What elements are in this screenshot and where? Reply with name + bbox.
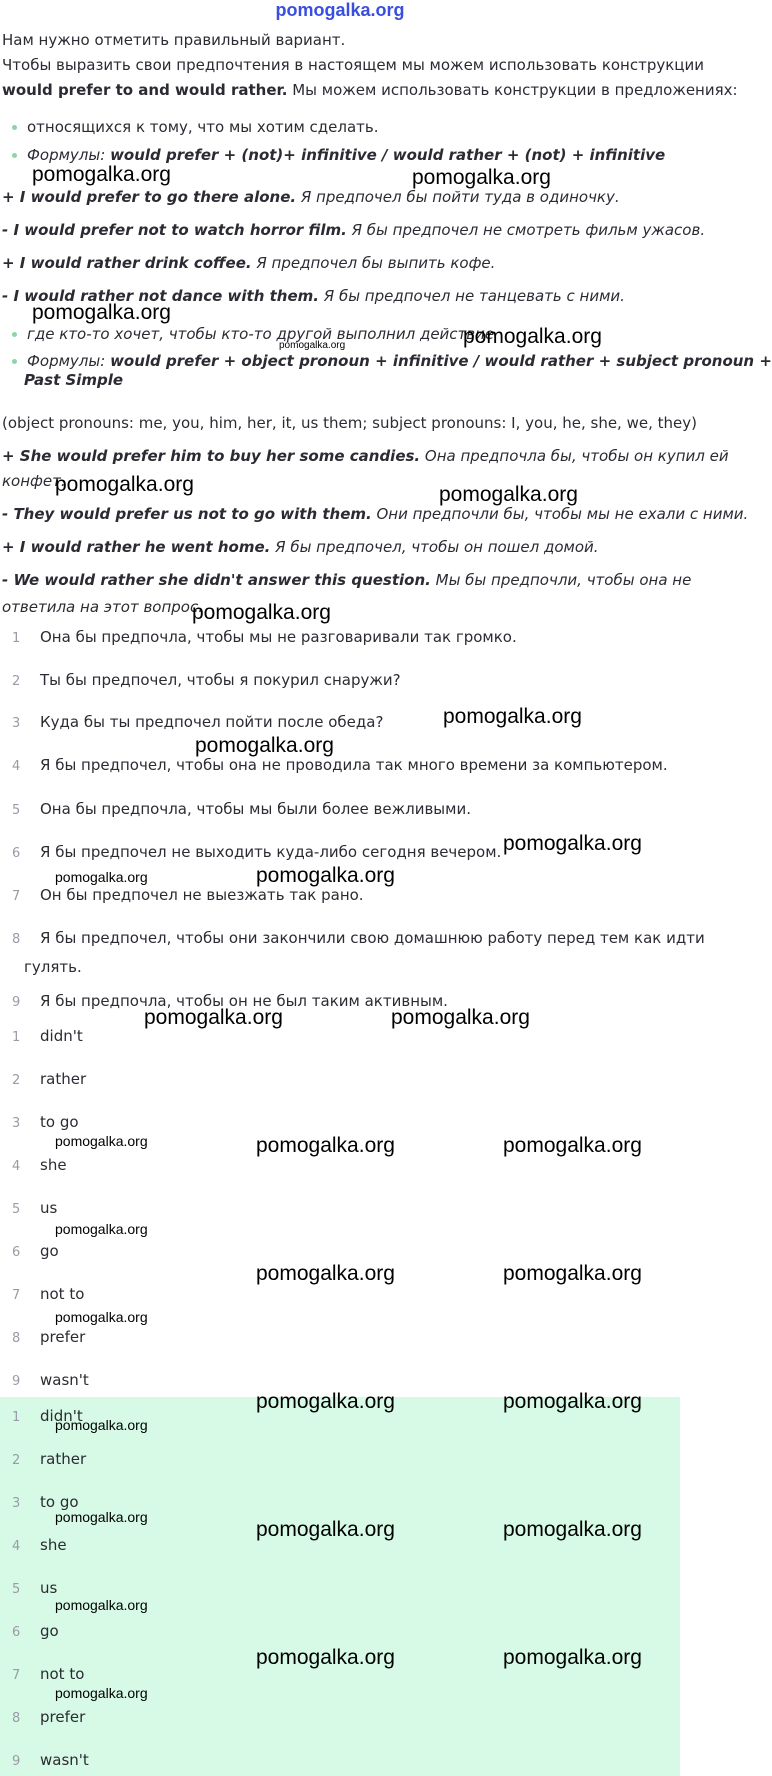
watermark: pomogalka.org <box>503 1262 642 1285</box>
rule2-example-3: + I would rather he went home. Я бы предпочел, чтобы он пошел домой. <box>2 538 599 556</box>
translation-item-cont: гулять. <box>24 958 82 976</box>
answer-item: 4 she <box>12 1156 67 1174</box>
translation-item: 4 Я бы предпочел, чтобы она не проводила так много времени за компьютером. <box>12 756 668 774</box>
rule2-bullet-2: Формулы: would prefer + object pronoun + infinitive / would rather + subject pronoun + <box>12 350 772 372</box>
translation-item: 5 Она бы предпочла, чтобы мы были более вежливыми. <box>12 800 471 818</box>
watermark: pomogalka.org <box>55 473 194 496</box>
bullet-icon <box>12 153 17 158</box>
bullet-icon <box>12 332 17 337</box>
watermark: pomogalka.org <box>55 1309 148 1325</box>
intro-line-3 <box>2 79 738 101</box>
watermark: pomogalka.org <box>192 601 331 624</box>
bullet-icon <box>12 359 17 364</box>
rule1-example-1: + I would prefer to go there alone. Я предпочел бы пойти туда в одиночку. <box>2 188 620 206</box>
correct-answer-item: 5 us <box>12 1579 58 1597</box>
answer-item: 9 wasn't <box>12 1371 89 1389</box>
watermark: pomogalka.org <box>503 1518 642 1541</box>
intro-rest: Мы можем использовать конструкции в предложениях: <box>287 81 738 99</box>
watermark: pomogalka.org <box>55 869 148 885</box>
bullet-icon <box>12 125 17 130</box>
watermark: pomogalka.org <box>256 1646 395 1669</box>
watermark: pomogalka.org <box>256 1390 395 1413</box>
watermark: pomogalka.org <box>463 325 602 348</box>
correct-answers-panel <box>0 1397 680 1776</box>
intro-bold: would prefer to and would rather. <box>2 81 288 99</box>
translation-item: 6 Я бы предпочел не выходить куда-либо сегодня вечером. <box>12 843 502 861</box>
correct-answer-item: 6 go <box>12 1622 59 1640</box>
watermark: pomogalka.org <box>503 1390 642 1413</box>
pronouns-note: (object pronouns: me, you, him, her, it, us them; subject pronouns: I, you, he, she, we, they) <box>2 414 697 432</box>
translation-item: 7 Он бы предпочел не выезжать так рано. <box>12 886 364 904</box>
correct-answer-item: 4 she <box>12 1536 67 1554</box>
intro-line-1: Нам нужно отметить правильный вариант. <box>2 31 346 49</box>
correct-answer-item: 7 not to <box>12 1665 85 1683</box>
rule2-example-2: - They would prefer us not to go with them. Они предпочли бы, чтобы мы не ехали с ними. <box>2 505 749 523</box>
rule2-bullet-1: где кто-то хочет, чтобы кто-то другой выполнил действие <box>12 323 494 345</box>
watermark: pomogalka.org <box>443 705 582 728</box>
correct-answer-item: 8 prefer <box>12 1708 86 1726</box>
watermark: pomogalka.org <box>32 301 171 324</box>
intro-line-2: Чтобы выразить свои предпочтения в настоящем мы можем использовать конструкции <box>2 56 705 74</box>
watermark: pomogalka.org <box>144 1006 283 1029</box>
translation-item: 3 Куда бы ты предпочел пойти после обеда? <box>12 713 384 731</box>
answer-item: 1 didn't <box>12 1027 83 1045</box>
watermark: pomogalka.org <box>391 1006 530 1029</box>
correct-answer-item: 3 to go <box>12 1493 79 1511</box>
watermark: pomogalka.org <box>55 1133 148 1149</box>
watermark: pomogalka.org <box>412 166 551 189</box>
rule1-bullet-2: Формулы: would prefer + (not)+ infinitive / would rather + (not) + infinitive <box>12 144 665 166</box>
answer-item: 7 not to <box>12 1285 85 1303</box>
watermark: pomogalka.org <box>279 340 346 351</box>
watermark: pomogalka.org <box>503 1646 642 1669</box>
translation-item: 9 Я бы предпочла, чтобы он не был таким активным. <box>12 992 448 1010</box>
watermark: pomogalka.org <box>55 1221 148 1237</box>
answer-item: 3 to go <box>12 1113 79 1131</box>
rule2-example-4-cont: ответила на этот вопрос. <box>2 598 203 616</box>
rule1-bullet-1: относящихся к тому, что мы хотим сделать. <box>12 116 379 138</box>
correct-answer-item: 1 didn't <box>12 1407 83 1425</box>
rule2-bullet-2-cont: Past Simple <box>24 371 124 389</box>
rule2-example-4: - We would rather she didn't answer this question. Мы бы предпочли, чтобы она не <box>2 571 692 589</box>
watermark: pomogalka.org <box>503 1134 642 1157</box>
translation-item: 8 Я бы предпочел, чтобы они закончили свою домашнюю работу перед тем как идти <box>12 929 705 947</box>
site-logo[interactable]: pomogalka.org <box>275 0 405 20</box>
correct-answer-item: 9 wasn't <box>12 1751 89 1769</box>
rule1-example-4: - I would rather not dance with them. Я бы предпочел не танцевать с ними. <box>2 287 625 305</box>
watermark: pomogalka.org <box>256 864 395 887</box>
translation-item: 1 Она бы предпочла, чтобы мы не разговаривали так громко. <box>12 628 517 646</box>
watermark: pomogalka.org <box>195 734 334 757</box>
watermark: pomogalka.org <box>55 1417 148 1433</box>
watermark: pomogalka.org <box>503 832 642 855</box>
rule1-example-3: + I would rather drink coffee. Я предпочел бы выпить кофе. <box>2 254 496 272</box>
correct-answer-item: 2 rather <box>12 1450 87 1468</box>
answer-item: 5 us <box>12 1199 58 1217</box>
watermark: pomogalka.org <box>439 483 578 506</box>
watermark: pomogalka.org <box>55 1597 148 1613</box>
answer-item: 6 go <box>12 1242 59 1260</box>
translation-item: 2 Ты бы предпочел, чтобы я покурил снаружи? <box>12 671 401 689</box>
rule2-example-1: + She would prefer him to buy her some candies. Она предпочла бы, чтобы он купил ей <box>2 447 729 465</box>
watermark: pomogalka.org <box>256 1134 395 1157</box>
rule1-example-2: - I would prefer not to watch horror film. Я бы предпочел не смотреть фильм ужасов. <box>2 221 706 239</box>
watermark: pomogalka.org <box>32 163 171 186</box>
answer-item: 2 rather <box>12 1070 87 1088</box>
watermark: pomogalka.org <box>55 1509 148 1525</box>
rule2-example-1-cont: конфет. <box>2 472 66 490</box>
answer-item: 8 prefer <box>12 1328 86 1346</box>
watermark: pomogalka.org <box>256 1262 395 1285</box>
watermark: pomogalka.org <box>256 1518 395 1541</box>
watermark: pomogalka.org <box>55 1685 148 1701</box>
